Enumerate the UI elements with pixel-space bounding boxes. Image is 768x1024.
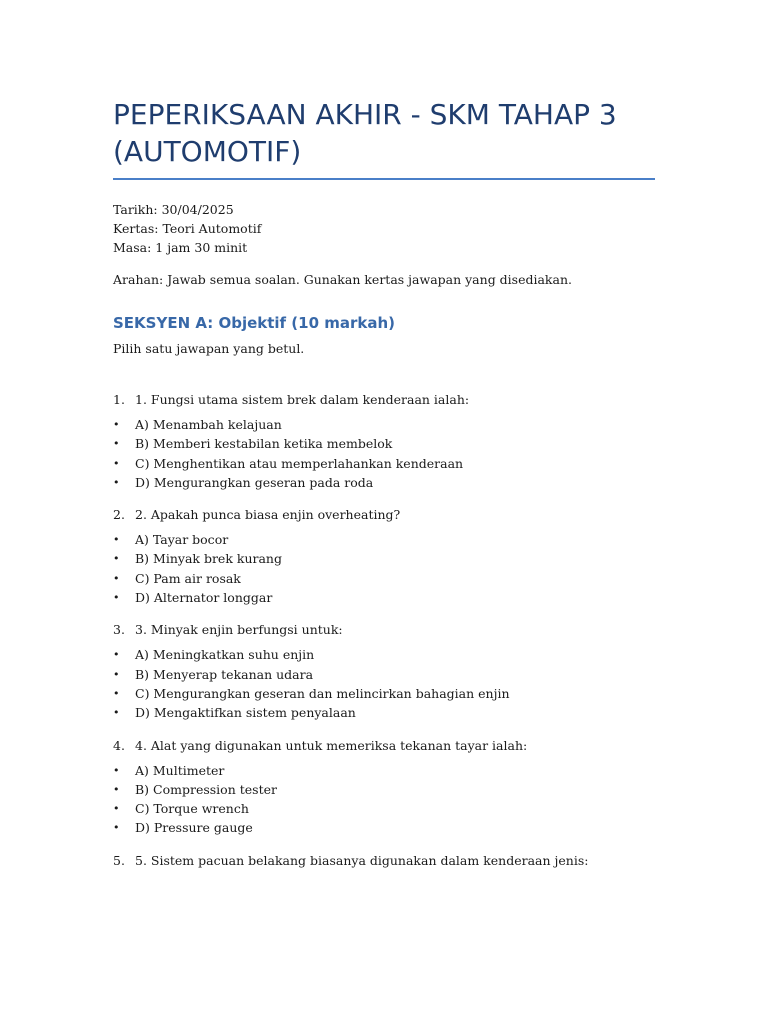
answer-option xyxy=(113,761,656,780)
bullet-icon: • xyxy=(113,782,120,796)
answer-option xyxy=(113,473,656,492)
answer-option xyxy=(113,415,656,434)
answer-option xyxy=(113,588,656,607)
document-title: PEPERIKSAAN AKHIR - SKM TAHAP 3 (AUTOMOTIF) xyxy=(113,98,617,168)
question-text-row xyxy=(113,390,656,409)
question-list xyxy=(113,390,656,870)
answer-option-text: B) Compression tester xyxy=(135,781,277,797)
answer-option xyxy=(113,530,656,549)
answer-option xyxy=(113,434,656,453)
answer-option-text: A) Meningkatkan suhu enjin xyxy=(135,647,315,663)
answer-option xyxy=(113,684,656,703)
exam-date: Tarikh: 30/04/2025 xyxy=(113,202,234,217)
bullet-icon: • xyxy=(113,475,120,489)
question-text: 2. Apakah punca biasa enjin overheating? xyxy=(135,507,401,523)
exam-meta xyxy=(113,200,656,257)
answer-option-text: C) Pam air rosak xyxy=(135,570,241,586)
bullet-icon: • xyxy=(113,648,120,662)
answer-option-text: B) Memberi kestabilan ketika membelok xyxy=(135,436,393,452)
section-a-heading: SEKSYEN A: Objektif (10 markah) xyxy=(113,314,396,332)
answer-option-text: C) Menghentikan atau memperlahankan kenderaan xyxy=(135,455,464,471)
bullet-icon: • xyxy=(113,821,120,835)
bullet-icon: • xyxy=(113,802,120,816)
answer-option-text: B) Menyerap tekanan udara xyxy=(135,666,314,682)
bullet-icon: • xyxy=(113,667,120,681)
option-list xyxy=(113,415,656,492)
answer-option-text: D) Pressure gauge xyxy=(135,820,253,836)
question-block xyxy=(113,620,656,722)
answer-option-text: C) Torque wrench xyxy=(135,801,249,817)
exam-duration: Masa: 1 jam 30 minit xyxy=(113,240,248,255)
answer-option-text: A) Menambah kelajuan xyxy=(135,417,282,432)
answer-option-text: A) Tayar bocor xyxy=(135,532,229,548)
bullet-icon: • xyxy=(113,591,120,605)
question-text: 5. Sistem pacuan belakang biasanya digunakan dalam kenderaan jenis: xyxy=(135,852,589,868)
bullet-icon: • xyxy=(113,552,120,566)
answer-option-text: D) Alternator longgar xyxy=(135,590,273,606)
question-block xyxy=(113,390,656,492)
answer-option-text: B) Minyak brek kurang xyxy=(135,551,282,567)
answer-option-text: D) Mengaktifkan sistem penyalaan xyxy=(135,705,356,721)
question-text-row xyxy=(113,851,656,870)
bullet-icon: • xyxy=(113,706,120,720)
bullet-icon: • xyxy=(113,571,120,585)
question-text-row xyxy=(113,505,656,524)
option-list xyxy=(113,530,656,607)
answer-option xyxy=(113,703,656,722)
answer-option xyxy=(113,645,656,664)
question-block xyxy=(113,851,656,870)
answer-option xyxy=(113,549,656,568)
answer-option-text: A) Multimeter xyxy=(135,762,225,778)
question-number: 4. xyxy=(113,737,125,753)
answer-option xyxy=(113,454,656,473)
bullet-icon: • xyxy=(113,686,120,700)
answer-option xyxy=(113,818,656,837)
bullet-icon: • xyxy=(113,418,120,431)
bullet-icon: • xyxy=(113,456,120,470)
exam-paper: Kertas: Teori Automotif xyxy=(113,221,262,236)
bullet-icon: • xyxy=(113,763,120,777)
section-a-subheading: Pilih satu jawapan yang betul. xyxy=(113,341,305,356)
question-text-row xyxy=(113,736,656,755)
answer-option xyxy=(113,780,656,799)
option-list xyxy=(113,645,656,722)
question-text: 4. Alat yang digunakan untuk memeriksa tekanan tayar ialah: xyxy=(135,737,528,753)
question-text-row xyxy=(113,620,656,639)
answer-option xyxy=(113,799,656,818)
question-block xyxy=(113,736,656,838)
exam-instructions: Arahan: Jawab semua soalan. Gunakan kertas jawapan yang disediakan. xyxy=(113,272,572,287)
question-number: 1. xyxy=(113,392,125,407)
question-text: 3. Minyak enjin berfungsi untuk: xyxy=(135,622,343,638)
answer-option-text: D) Mengurangkan geseran pada roda xyxy=(135,474,374,490)
answer-option xyxy=(113,569,656,588)
question-block xyxy=(113,505,656,607)
question-number: 3. xyxy=(113,622,125,638)
bullet-icon: • xyxy=(113,437,120,451)
title-divider xyxy=(113,178,655,180)
question-number: 5. xyxy=(113,852,125,868)
bullet-icon: • xyxy=(113,533,120,547)
question-text: 1. Fungsi utama sistem brek dalam kenderaan ialah: xyxy=(135,392,470,407)
answer-option-text: C) Mengurangkan geseran dan melincirkan bahagian enjin xyxy=(135,685,510,701)
option-list xyxy=(113,761,656,838)
question-number: 2. xyxy=(113,507,125,523)
answer-option xyxy=(113,665,656,684)
